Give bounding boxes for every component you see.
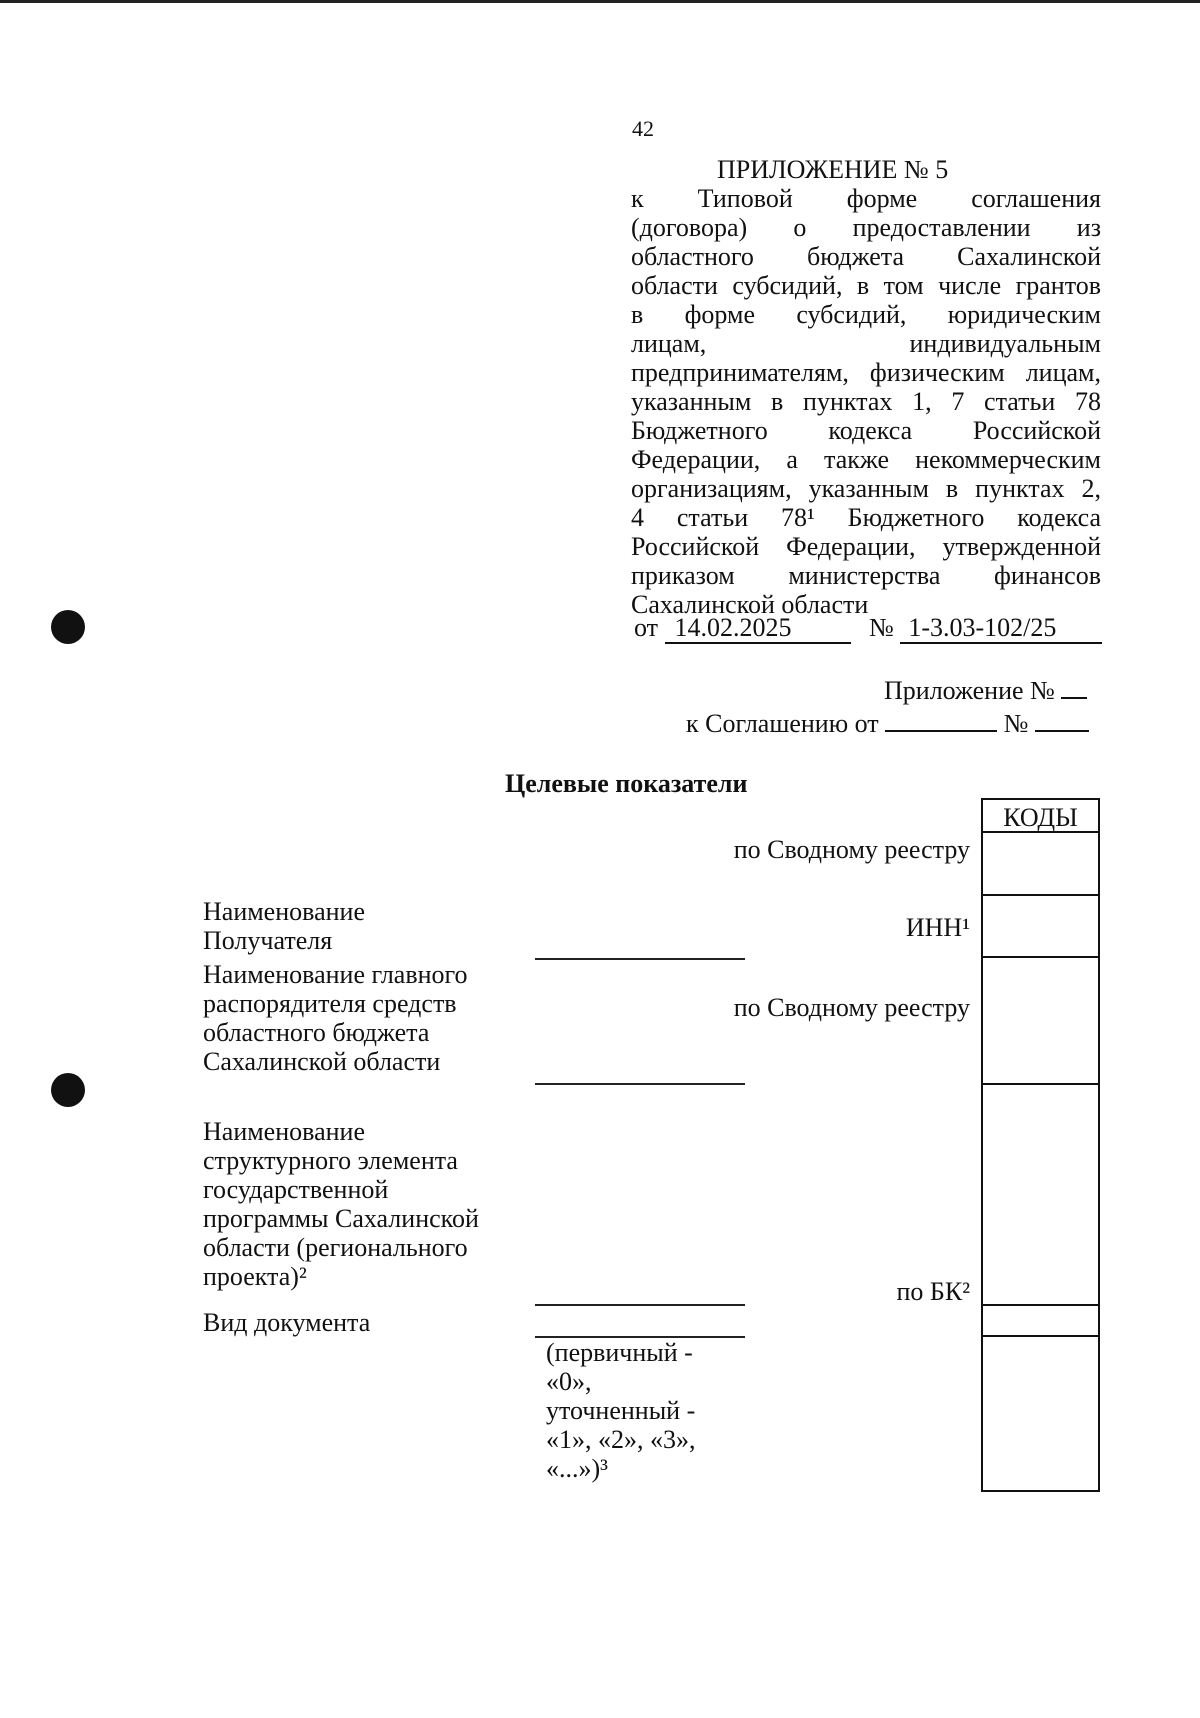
page-number: 42 — [632, 116, 654, 141]
appendix-line: к Типовой форме соглашения — [631, 184, 1101, 213]
appendix-line: в форме субсидий, юридическим — [631, 300, 1101, 329]
annex-label: Приложение № — [884, 676, 1055, 705]
annex-line — [884, 675, 1087, 705]
registry-code-label: по Сводному реестру — [733, 835, 970, 864]
codes-row-divider — [983, 831, 1098, 833]
agreement-date-blank — [885, 708, 997, 732]
agreement-prefix: к Соглашению от — [686, 709, 879, 738]
appendix-line: Федерации, а также некоммерческим — [631, 445, 1101, 474]
appendix-line: области субсидий, в том числе грантов — [631, 271, 1101, 300]
codes-row-divider — [983, 894, 1098, 896]
number-prefix: № — [869, 613, 894, 642]
codes-table — [981, 798, 1100, 1492]
structural-element-label: Наименование структурного элемента государственной программы Сахалинской области (регионального проекта)² — [203, 1117, 479, 1291]
recipient-field-line — [535, 958, 745, 960]
order-number: 1-3.03-102/25 — [900, 613, 1102, 644]
document-title: Целевые показатели — [505, 769, 748, 798]
appendix-line: 4 статьи 78¹ Бюджетного кодекса — [631, 503, 1101, 532]
appendix-line: Бюджетного кодекса Российской — [631, 416, 1101, 445]
agreement-number-blank — [1035, 708, 1089, 732]
bk-code-label: по БК² — [896, 1277, 970, 1306]
codes-header: КОДЫ — [1003, 803, 1078, 832]
manager-field-line — [535, 1083, 745, 1085]
punch-hole-bottom — [51, 1073, 85, 1107]
inn-label: ИНН¹ — [905, 913, 970, 942]
codes-row-divider — [983, 1083, 1098, 1085]
codes-row-divider — [983, 956, 1098, 958]
appendix-line: лицам, индивидуальным — [631, 329, 1101, 358]
appendix-line: указанным в пунктах 1, 7 статьи 78 — [631, 387, 1101, 416]
punch-hole-top — [51, 610, 85, 644]
date-prefix: от — [634, 613, 659, 642]
appendix-line: организациям, указанным в пунктах 2, — [631, 474, 1101, 503]
order-reference — [634, 613, 1102, 644]
codes-row-divider — [983, 1335, 1098, 1337]
manager-label: Наименование главного распорядителя средств областного бюджета Сахалинской области — [203, 960, 468, 1076]
doc-type-hint: (первичный - «0», уточненный - «1», «2», «3», «...»)³ — [546, 1338, 696, 1483]
recipient-label: Наименование Получателя — [203, 897, 365, 955]
codes-row-divider — [983, 1304, 1098, 1306]
doc-type-label: Вид документа — [203, 1308, 371, 1337]
appendix-line: Сахалинской области — [631, 590, 869, 619]
appendix-title: ПРИЛОЖЕНИЕ № 5 — [717, 155, 949, 184]
page-top-edge — [0, 0, 1200, 3]
order-date: 14.02.2025 — [665, 613, 851, 644]
agreement-line — [686, 708, 1089, 738]
appendix-description — [631, 184, 1101, 619]
manager-registry-code-label: по Сводному реестру — [733, 993, 970, 1022]
agreement-number-prefix: № — [1003, 709, 1029, 738]
appendix-line: областного бюджета Сахалинской — [631, 242, 1101, 271]
annex-number-blank — [1061, 675, 1087, 699]
appendix-line: предпринимателям, физическим лицам, — [631, 358, 1101, 387]
appendix-line: Российской Федерации, утвержденной — [631, 532, 1101, 561]
appendix-line: приказом министерства финансов — [631, 561, 1101, 590]
appendix-line: (договора) о предоставлении из — [631, 213, 1101, 242]
